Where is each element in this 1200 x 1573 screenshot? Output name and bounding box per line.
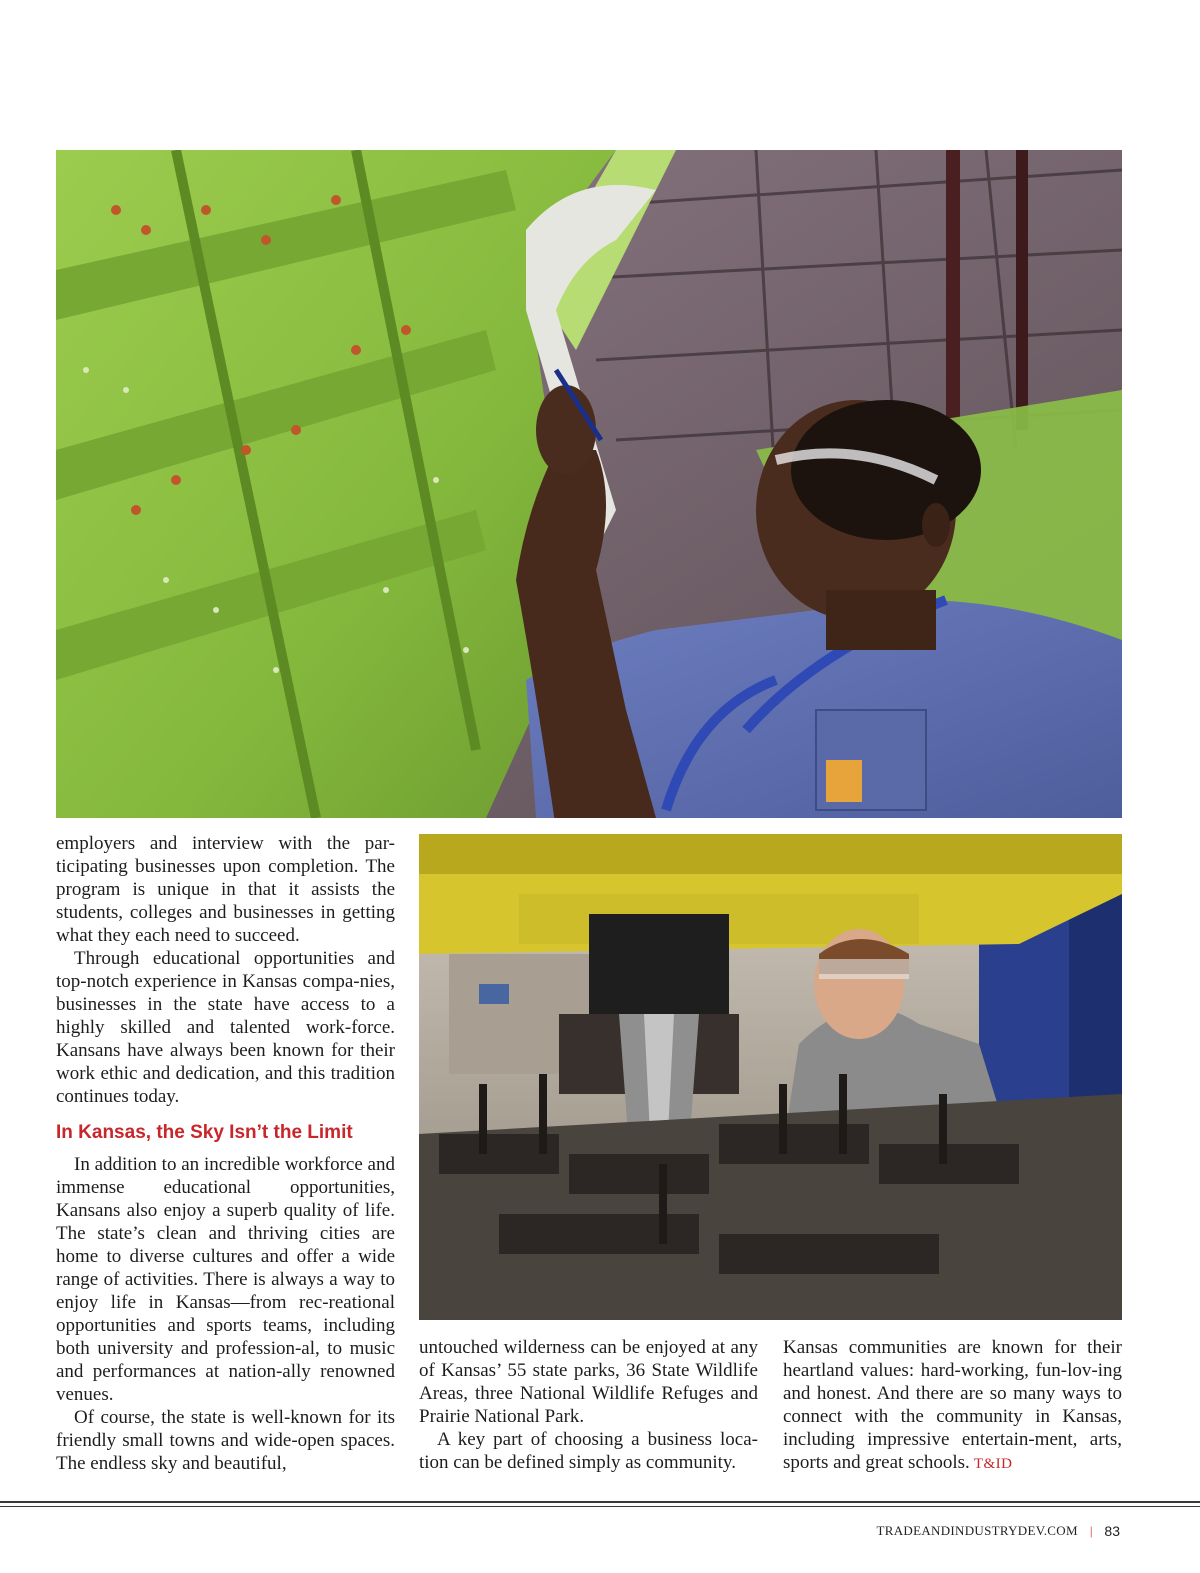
page-number: 83 [1104,1523,1120,1539]
footer-separator: | [1089,1523,1093,1538]
body-paragraph: untouched wilderness can be enjoyed at any of Kansas’ 55 state parks, 36 State Wildlife Areas, three National Wildlife Refuges and Prairie National Park. [419,1337,758,1427]
body-paragraph: In addition to an incredible workforce and immense educational opportunities, Kansans also enjoy a superb quality of life. The state’s clean and thriving cities are home to diverse cultures and offer a wide range of activities. There is always a way to enjoy life in Kansas—from rec-reational opportunities and sports teams, including both university and profession-al, to music and performances at nation-ally renowned venues. [56,1154,395,1405]
page-footer [877,1520,1121,1542]
end-mark: T&ID [973,1456,1013,1472]
body-paragraph: Of course, the state is well-known for its friendly small towns and wide-open spaces. The endless sky and beautiful, [56,1407,395,1474]
body-paragraph [783,1336,1122,1476]
article-column-1 [56,832,395,1475]
footer-rule [0,1501,1200,1503]
article-column-2 [419,1336,758,1474]
section-subhead: In Kansas, the Sky Isn’t the Limit [56,1122,353,1143]
aircraft-fuselage-worker-photo [56,150,1122,818]
body-paragraph: Through educational opportunities and top-notch experience in Kansas compa-nies, businesses in the state have access to a highly skilled and talented work-force. Kansans have always been known for their work ethic and dedication, and this tradition continues today. [56,948,395,1107]
footer-website: TRADEANDINDUSTRYDEV.COM [876,1523,1078,1538]
article-column-3 [783,1336,1122,1476]
closing-paragraph-text: Kansas communities are known for their heartland values: hard-working, fun-lov-ing and honest. And there are so many ways to connect with the community in Kansas, including impressive entertain-ment, arts, sports and great schools. [783,1337,1122,1473]
body-paragraph: employers and interview with the par-ticipating businesses upon completion. The program is unique in that it assists the students, colleges and businesses in getting what they each need to succeed. [56,833,395,946]
footer-rule-thin [0,1506,1200,1507]
machinist-student-photo [419,834,1122,1320]
body-paragraph: A key part of choosing a business loca-tion can be defined simply as community. [419,1429,758,1473]
